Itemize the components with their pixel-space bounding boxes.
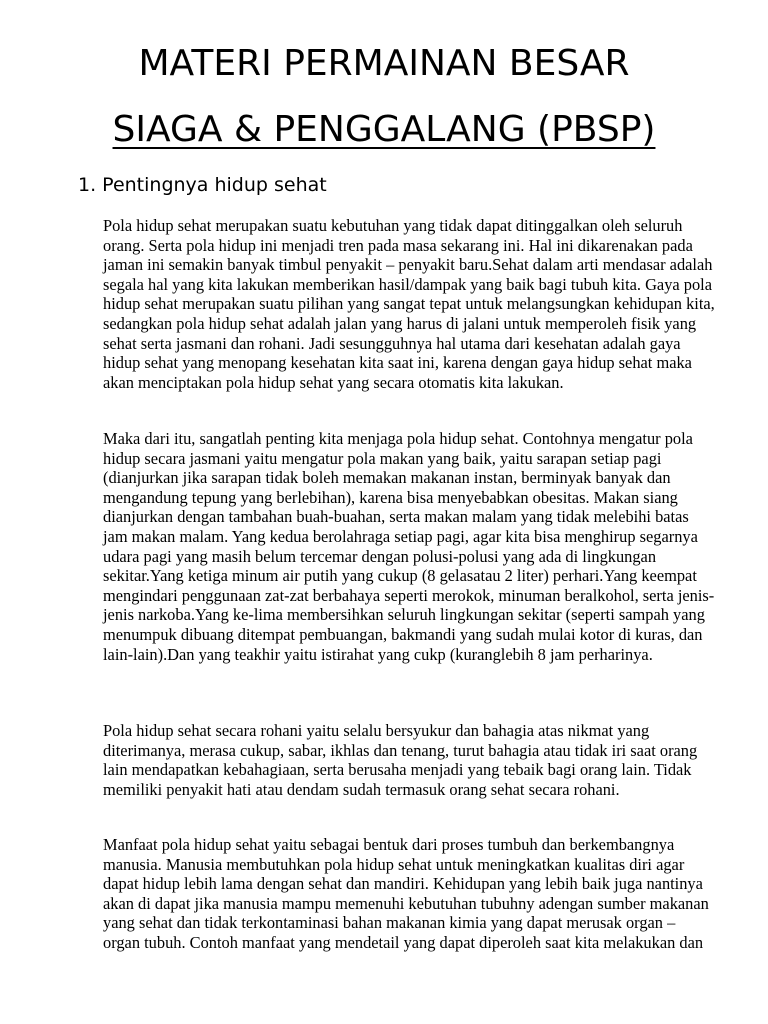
section-heading: 1. Pentingnya hidup sehat bbox=[78, 174, 327, 196]
paragraph-2: Maka dari itu, sangatlah penting kita menjaga pola hidup sehat. Contohnya mengatur pola hidup secara jasmani yaitu mengatur pola makan yang baik, yaitu sarapan setiap pagi (dianjurkan jika sarapan tidak boleh memakan makanan instan, berminyak banyak dan mengandung tepung yang berlebihan), karena bisa menyebabkan obesitas. Makan siang dianjurkan dengan tambahan buah-buahan, serta makan malam yang tidak melebihi batas jam makan malam. Yang kedua berolahraga setiap pagi, agar kita bisa menghirup segarnya udara pagi yang masih belum tercemar dengan polusi-polusi yang ada di lingkungan sekitar.Yang ketiga minum air putih yang cukup (8 gelasatau 2 liter) perhari.Yang keempat mengindari penggunaan zat-zat berbahaya seperti merokok, minuman beralkohol, serta jenis-jenis narkoba.Yang ke-lima membersihkan seluruh lingkungan sekitar (seperti sampah yang menumpuk dibuang ditempat pembuangan, bakmandi yang sudah mulai kotor di kuras, dan lain-lain).Dan yang teakhir yaitu istirahat yang cukp (kuranglebih 8 jam perharinya. bbox=[103, 429, 715, 664]
paragraph-3: Pola hidup sehat secara rohani yaitu selalu bersyukur dan bahagia atas nikmat yang diterimanya, merasa cukup, sabar, ikhlas dan tenang, turut bahagia atau tidak iri saat orang lain mendapatkan kebahagiaan, serta berusaha menjadi yang tebaik bagi orang lain. Tidak memiliki penyakit hati atau dendam sudah termasuk orang sehat secara rohani. bbox=[103, 721, 698, 799]
paragraph-4: Manfaat pola hidup sehat yaitu sebagai bentuk dari proses tumbuh dan berkembangnya manusia. Manusia membutuhkan pola hidup sehat untuk meningkatkan kualitas diri agar dapat hidup lebih lama dengan sehat dan mandiri. Kehidupan yang lebih baik juga nantinya akan di dapat jika manusia mampu memenuhi kebutuhan tubuhny adengan sumber makanan yang sehat dan tidak terkontaminasi bahan makanan kimia yang dapat merusak organ – organ tubuh. Contoh manfaat yang mendetail yang dapat diperoleh saat kita melakukan dan bbox=[103, 835, 709, 952]
document-title: MATERI PERMAINAN BESAR bbox=[138, 43, 630, 84]
document-subtitle: SIAGA & PENGGALANG (PBSP) bbox=[112, 109, 656, 150]
paragraph-1: Pola hidup sehat merupakan suatu kebutuhan yang tidak dapat ditinggalkan oleh seluruh orang. Serta pola hidup ini menjadi tren pada masa sekarang ini. Hal ini dikarenakan pada jaman ini semakin banyak timbul penyakit – penyakit baru.Sehat dalam arti mendasar adalah segala hal yang kita lakukan memberikan hasil/dampak yang baik bagi tubuh kita. Gaya pola hidup sehat merupakan suatu pilihan yang sangat tepat untuk melangsungkan kehidupan kita, sedangkan pola hidup sehat adalah jalan yang harus di jalani untuk memperoleh fisik yang sehat serta jasmani dan rohani. Jadi sesungguhnya hal utama dari kesehatan adalah gaya hidup sehat yang menopang kesehatan kita saat ini, karena dengan gaya hidup sehat maka akan menciptakan pola hidup sehat yang secara otomatis kita lakukan. bbox=[103, 216, 715, 392]
